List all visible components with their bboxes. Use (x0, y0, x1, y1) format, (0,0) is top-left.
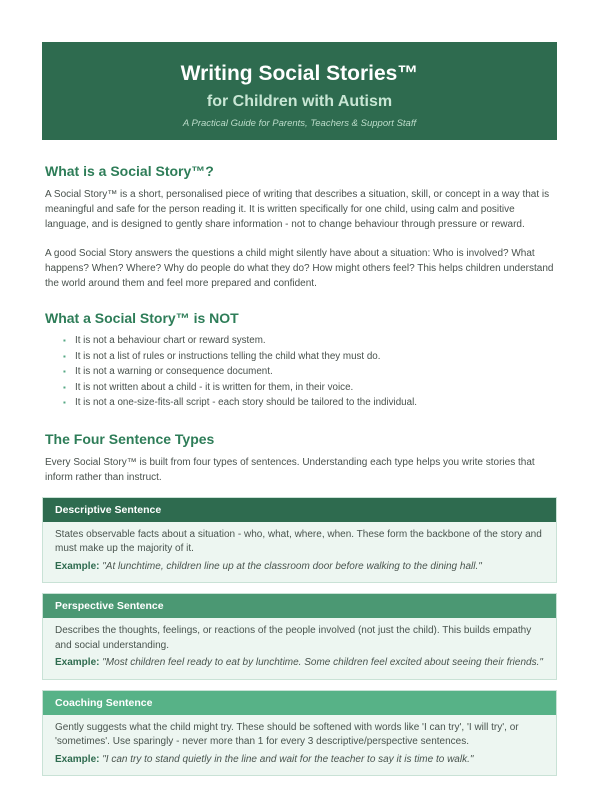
card-body (43, 618, 556, 679)
not-list (45, 333, 557, 411)
list-item (63, 395, 557, 411)
list-item-text: It is not a behaviour chart or reward system. (75, 335, 266, 346)
card-title: Perspective Sentence (55, 600, 164, 612)
card-example (55, 560, 544, 575)
list-item (63, 333, 557, 349)
list-item (63, 380, 557, 396)
card-header (43, 498, 556, 522)
card-title: Coaching Sentence (55, 696, 153, 709)
bullet-icon: ▪ (63, 382, 66, 392)
bullet-icon: ▪ (63, 367, 66, 376)
list-item-text: It is not a list of rules or instructions telling the child what they must do. (75, 350, 381, 362)
card-header (43, 691, 556, 715)
example-label: Example: (55, 560, 100, 572)
sentence-card-descriptive (42, 497, 557, 584)
section-heading-four-types: The Four Sentence Types (45, 430, 215, 447)
paragraph-what-is-2: A good Social Story answers the questions a child might silently have about a situation: Who is involved? What happens? When? Where? Why do people do what they do? How might others feel? This helps children understand the world around them and feel more prepared and confident. (45, 248, 554, 289)
card-example (55, 753, 544, 768)
bullet-icon: ▪ (63, 336, 66, 345)
card-description: Gently suggests what the child might try. These should be softened with words like 'I can try', 'I will try', or 'sometimes'. Use sparingly - never more than 1 for every 3 descriptive/perspective sentences. (55, 721, 519, 747)
example-label: Example: (55, 753, 100, 765)
title-banner (42, 42, 557, 140)
example-label: Example: (55, 657, 100, 668)
bullet-icon: ▪ (63, 351, 66, 361)
bullet-icon: ▪ (63, 398, 66, 407)
page-subtitle: for Children with Autism (206, 93, 393, 110)
card-title: Descriptive Sentence (55, 503, 162, 516)
list-item-text: It is not a warning or consequence document. (75, 366, 273, 377)
page-title: Writing Social Stories™ (180, 62, 419, 85)
card-body (43, 715, 556, 776)
section-heading-what-is: What is a Social Story™? (45, 163, 214, 179)
page-tagline: A Practical Guide for Parents, Teachers & Support Staff (182, 118, 417, 129)
document-page (0, 42, 600, 800)
card-description: States observable facts about a situation - who, what, where, when. These form the backbone of the story and must make up the majority of it. (55, 528, 542, 554)
card-example (55, 656, 544, 671)
list-item-text: It is not a one-size-fits-all script - each story should be tailored to the individual. (75, 397, 417, 408)
sentence-card-coaching (42, 690, 557, 777)
sentence-card-perspective (42, 593, 557, 680)
card-body (43, 522, 556, 583)
card-header (43, 594, 556, 618)
paragraph-four-types-intro: Every Social Story™ is built from four types of sentences. Understanding each type helps you write stories that inform rather than instruct. (45, 456, 535, 483)
document-content (0, 163, 600, 776)
list-item (63, 349, 557, 365)
section-heading-what-not: What a Social Story™ is NOT (45, 310, 239, 326)
card-description: Describes the thoughts, feelings, or reactions of the people involved (not just the child). This builds empathy and social understanding. (55, 625, 532, 651)
paragraph-what-is-1: A Social Story™ is a short, personalised piece of writing that describes a situation, skill, or concept in a way that is meaningful and safe for the person reading it. It is written specifically for one child, using calm and positive language, and is designed to gently share information - not to change behaviour through pressure or reward. (45, 189, 550, 230)
list-item (63, 364, 557, 380)
example-text: "At lunchtime, children line up at the classroom door before walking to the dining hall." (102, 560, 482, 572)
example-text: "I can try to stand quietly in the line and wait for the teacher to say it is time to walk." (102, 753, 474, 765)
example-text: "Most children feel ready to eat by lunchtime. Some children feel excited about seeing their friends." (102, 657, 543, 668)
list-item-text: It is not written about a child - it is written for them, in their voice. (75, 381, 354, 393)
